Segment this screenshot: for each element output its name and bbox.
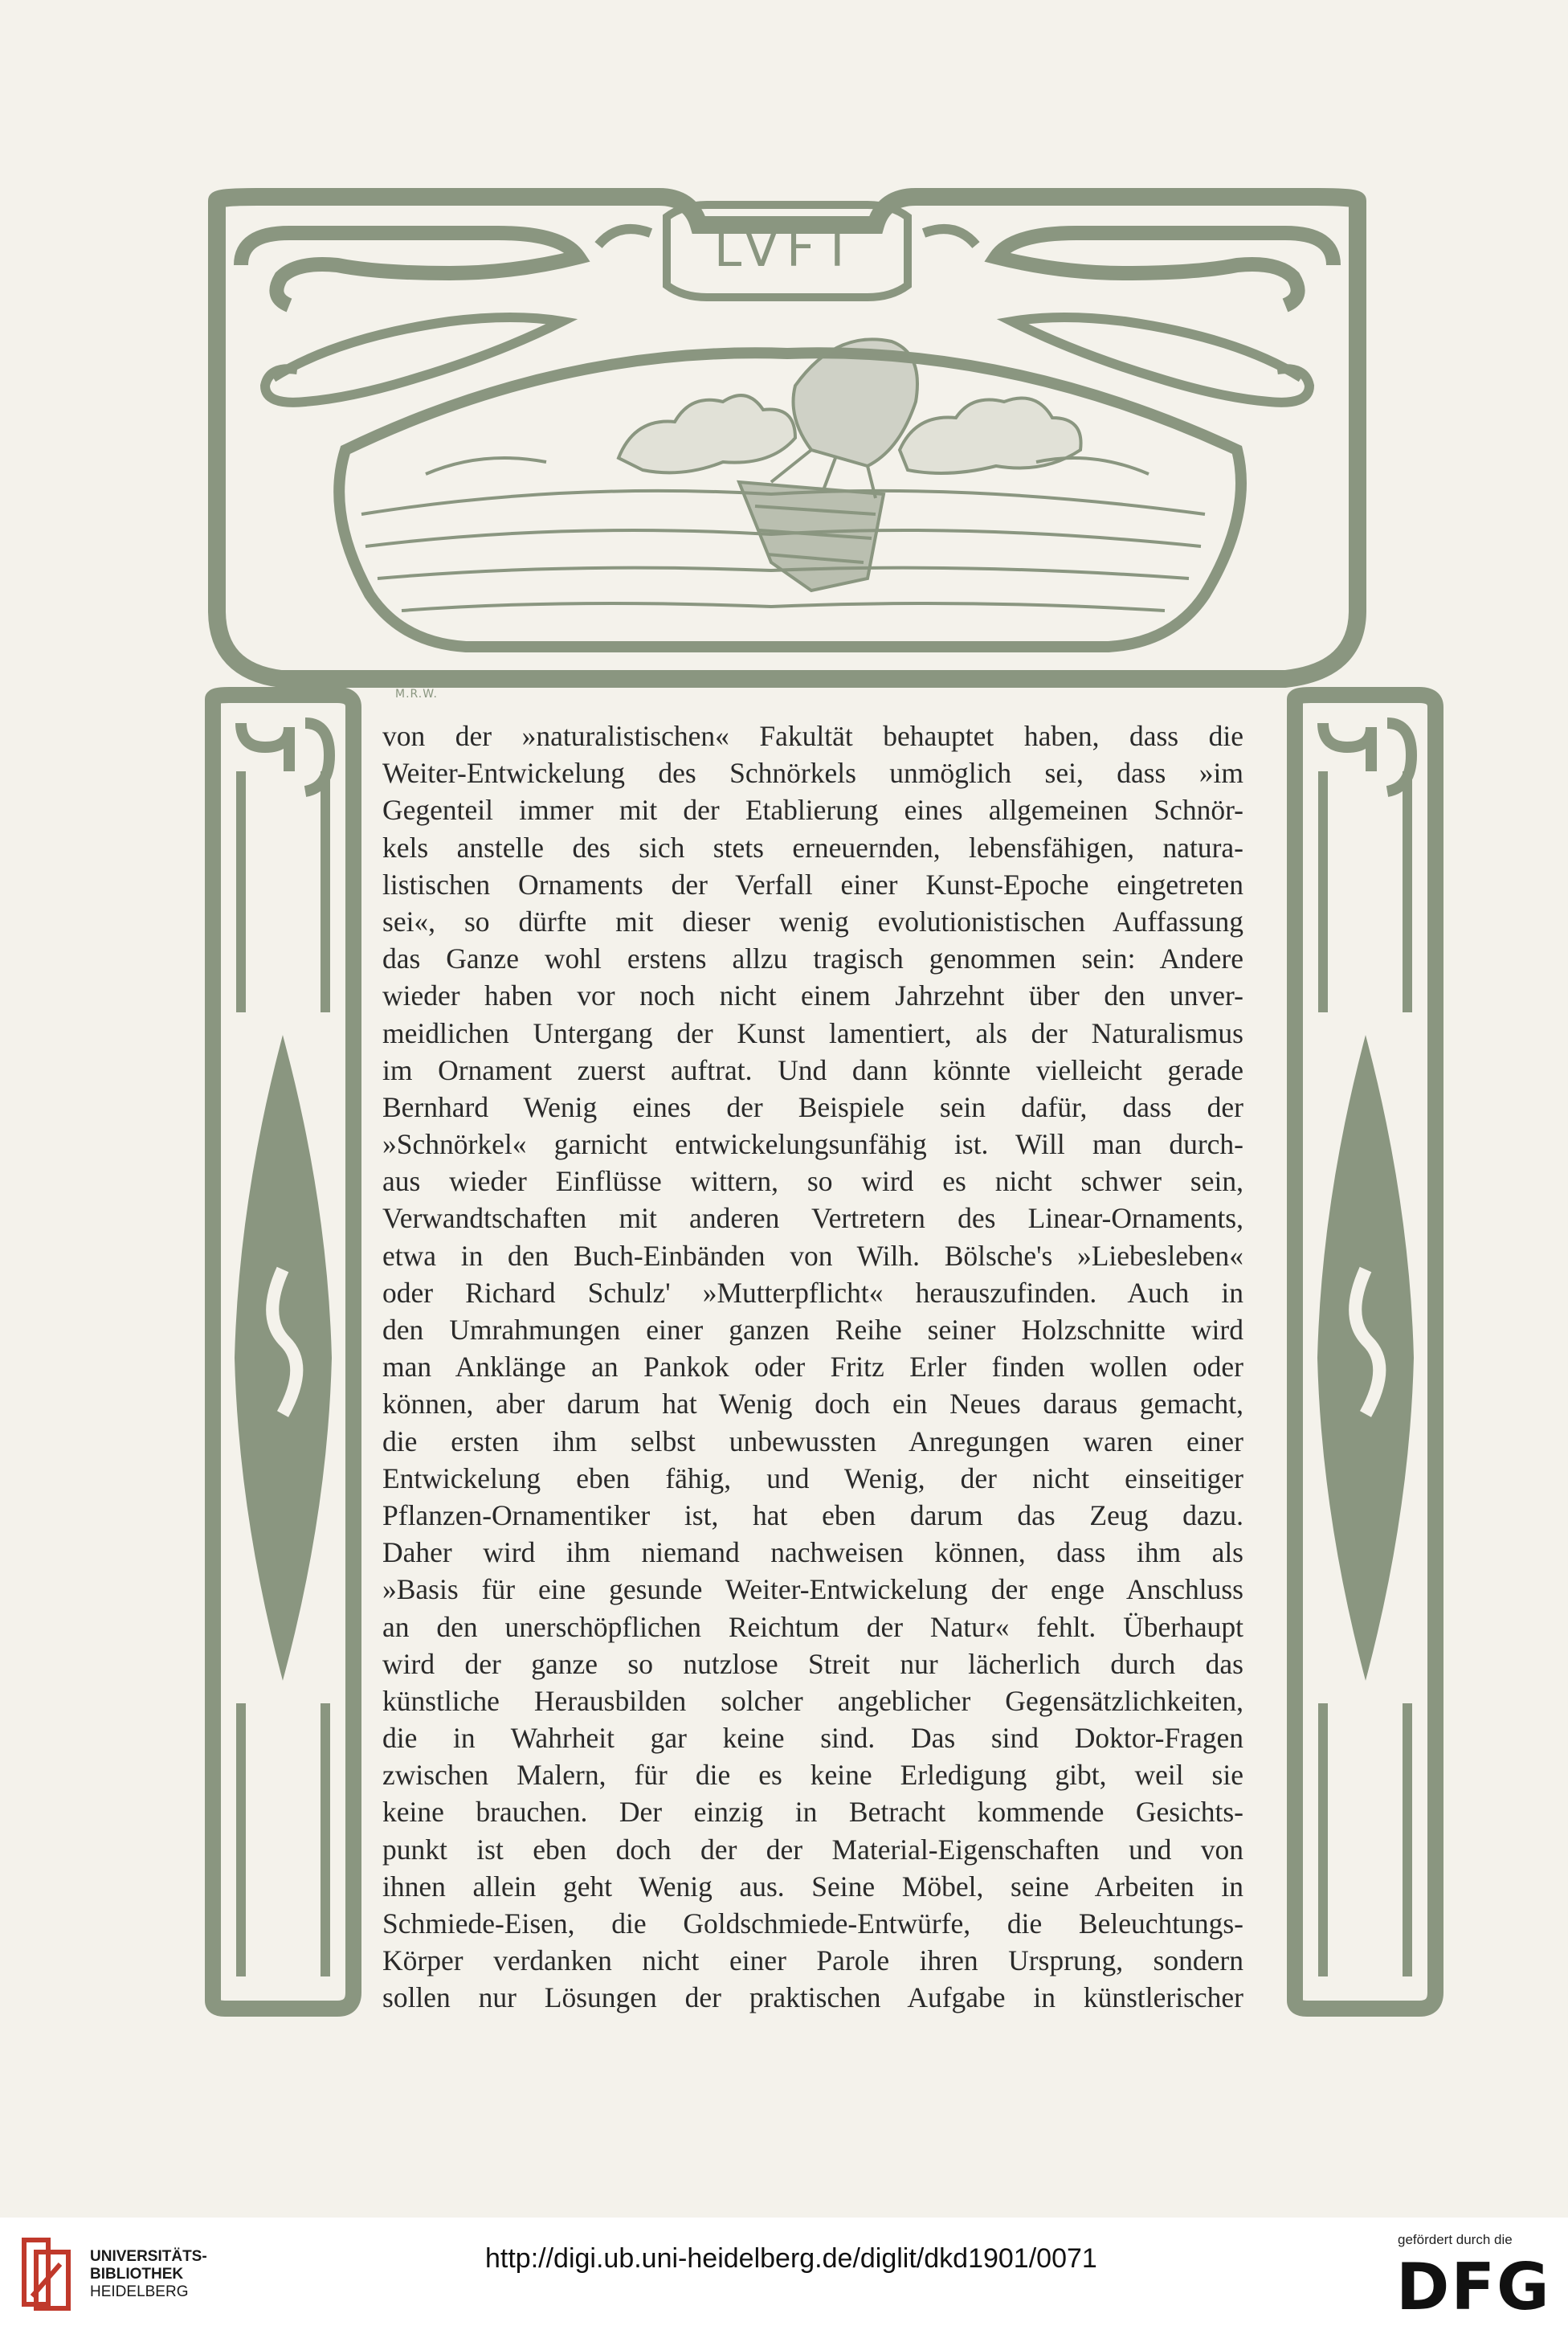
text-line: im Ornament zuerst auftrat. Und dann könnte vielleicht gerade (382, 1053, 1243, 1086)
text-line: keine brauchen. Der einzig in Betracht kommende Gesichts- (382, 1796, 1243, 1829)
text-line: meidlichen Untergang der Kunst lamentiert, als der Naturalismus (382, 1016, 1243, 1049)
text-line: sei«, so dürfte mit dieser wenig evolutionistischen Auffassung (382, 905, 1243, 938)
text-line: Gegenteil immer mit der Etablierung eines allgemeinen Schnör- (382, 794, 1243, 827)
text-line: die in Wahrheit gar keine sind. Das sind Doktor-Fragen (382, 1722, 1243, 1755)
body-text (382, 717, 1243, 2017)
balloon-scene (361, 339, 1205, 611)
library-line-3: HEIDELBERG (90, 2283, 189, 2300)
ub-heidelberg-logo-icon (16, 2232, 80, 2312)
text-line: wird der ganze so nutzlose Streit nur lächerlich durch das (382, 1647, 1243, 1680)
text-line: man Anklänge an Pankok oder Fritz Erler finden wollen oder (382, 1351, 1243, 1384)
text-line: Schmiede-Eisen, die Goldschmiede-Entwürfe, die Beleuchtungs- (382, 1907, 1243, 1940)
text-line: listischen Ornaments der Verfall einer Kunst-Epoche eingetreten (382, 868, 1243, 901)
text-line: punkt ist eben doch der der Material-Eigenschaften und von (382, 1833, 1243, 1866)
text-line: von der »naturalistischen« Fakultät behauptet haben, dass die (382, 720, 1243, 752)
right-column-top-scroll (1323, 723, 1411, 791)
right-scroll-outer (996, 233, 1333, 305)
library-name (90, 2248, 207, 2301)
dfg-logo: DFG (1396, 2250, 1551, 2324)
text-line: den Umrahmungen einer ganzen Reihe seiner Holzschnitte wird (382, 1314, 1243, 1346)
text-line: Entwickelung eben fähig, und Wenig, der nicht einseitiger (382, 1461, 1243, 1494)
text-line: sollen nur Lösungen der praktischen Aufgabe in künstlerischer (382, 1981, 1243, 2014)
text-line: Bernhard Wenig eines der Beispiele sein dafür, dass der (382, 1090, 1243, 1123)
text-line: an den unerschöpflichen Reichtum der Natur« fehlt. Überhaupt (382, 1610, 1243, 1643)
funding-label: gefördert durch die (1398, 2232, 1513, 2247)
text-line: die ersten ihm selbst unbewussten Anregungen waren einer (382, 1425, 1243, 1457)
text-line: »Schnörkel« garnicht entwickelungsunfähig ist. Will man durch- (382, 1128, 1243, 1161)
text-line: zwischen Malern, für die es keine Erledigung gibt, weil sie (382, 1759, 1243, 1792)
text-line: das Ganze wohl erstens allzu tragisch genommen sein: Andere (382, 942, 1243, 975)
source-url-link[interactable]: http://digi.ub.uni-heidelberg.de/diglit/dkd1901/0071 (485, 2243, 1097, 2274)
text-line: künstliche Herausbilden solcher angeblicher Gegensätzlichkeiten, (382, 1684, 1243, 1717)
left-scroll-outer (241, 233, 578, 305)
library-line-1: UNIVERSITÄTS- (90, 2248, 207, 2265)
text-line: aus wieder Einflüsse wittern, so wird es nicht schwer sein, (382, 1165, 1243, 1198)
text-line: etwa in den Buch-Einbänden von Wilh. Bölsche's »Liebesleben« (382, 1239, 1243, 1272)
text-line: oder Richard Schulz' »Mutterpflicht« herauszufinden. Auch in (382, 1276, 1243, 1309)
text-line: kels anstelle des sich stets erneuernden, lebensfähigen, natura- (382, 831, 1243, 864)
text-line: Pflanzen-Ornamentiker ist, hat eben darum das Zeug dazu. (382, 1498, 1243, 1531)
text-line: Daher wird ihm niemand nachweisen können, dass ihm als (382, 1536, 1243, 1569)
header-title: LVFT (713, 219, 861, 278)
text-line: wieder haben vor noch nicht einem Jahrzehnt über den unver- (382, 979, 1243, 1012)
right-column-diamond (1320, 1044, 1411, 1671)
text-line: Weiter-Entwickelung des Schnörkels unmöglich sei, dass »im (382, 757, 1243, 790)
left-column-diamond (237, 1044, 329, 1671)
library-line-2: BIBLIOTHEK (90, 2266, 184, 2283)
text-line: Körper verdanken nicht einer Parole ihren Ursprung, sondern (382, 1944, 1243, 1977)
text-line: »Basis für eine gesunde Weiter-Entwickelung der enge Anschluss (382, 1573, 1243, 1606)
text-line: können, aber darum hat Wenig doch ein Neues daraus gemacht, (382, 1388, 1243, 1420)
text-line: ihnen allein geht Wenig aus. Seine Möbel, seine Arbeiten in (382, 1870, 1243, 1903)
artist-monogram: M.R.W. (395, 688, 438, 701)
text-line: Verwandtschaften mit anderen Vertretern des Linear-Ornaments, (382, 1202, 1243, 1235)
left-column-top-scroll (241, 723, 329, 791)
